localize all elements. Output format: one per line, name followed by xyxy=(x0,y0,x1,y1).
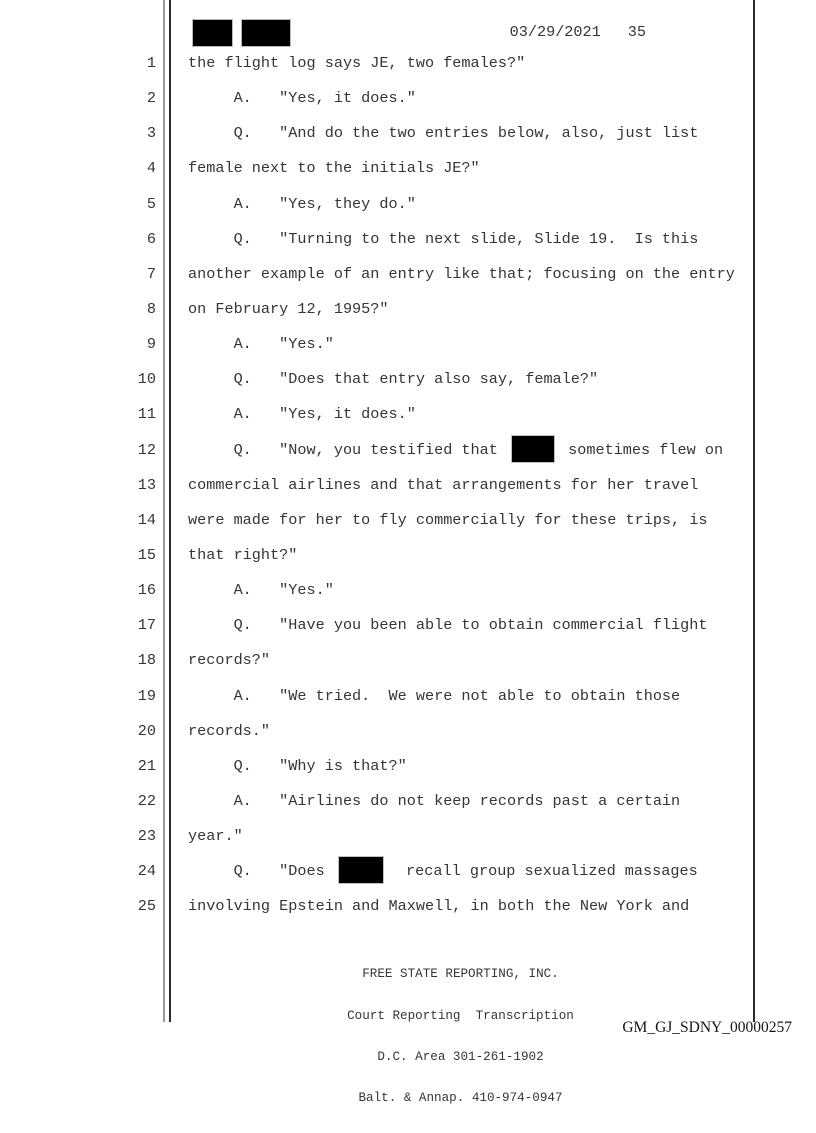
line-number: 14 xyxy=(137,510,156,529)
line-text-segment: A. "Airlines do not keep records past a certain xyxy=(188,791,681,810)
line-number: 1 xyxy=(146,54,156,72)
transcript-line xyxy=(0,151,760,186)
line-text xyxy=(188,187,416,222)
line-text-segment: year." xyxy=(188,827,243,846)
line-text xyxy=(188,749,407,784)
line-number: 25 xyxy=(137,897,156,916)
header-page-number: 35 xyxy=(627,23,646,41)
footer-line: FREE STATE REPORTING, INC. xyxy=(362,967,559,982)
line-text-segment: records?" xyxy=(188,651,271,670)
line-number: 11 xyxy=(137,405,156,424)
line-text-segment: the flight log says JE, two females?" xyxy=(188,54,526,72)
line-number: 3 xyxy=(146,124,156,143)
inline-redaction-box xyxy=(339,857,383,883)
line-number: 10 xyxy=(137,370,156,389)
transcript-line xyxy=(0,503,760,538)
line-text-segment: A. "Yes." xyxy=(188,335,334,354)
line-text xyxy=(188,327,334,362)
line-text-segment: Q. "Have you been able to obtain commercial flight xyxy=(188,616,708,635)
transcript-line xyxy=(0,362,760,397)
transcript-line xyxy=(0,257,760,292)
line-text-segment: A. "Yes, it does." xyxy=(188,89,416,108)
line-text-segment: records." xyxy=(188,721,271,740)
line-number: 23 xyxy=(137,827,156,846)
line-text xyxy=(188,292,389,327)
line-text xyxy=(188,608,708,643)
line-text xyxy=(188,257,735,292)
transcript-line xyxy=(0,643,760,678)
transcript-line xyxy=(0,116,760,151)
transcript-line xyxy=(0,468,760,503)
line-number: 13 xyxy=(137,475,156,494)
line-number: 22 xyxy=(137,791,156,810)
transcript-line xyxy=(0,679,760,714)
line-text-segment: involving Epstein and Maxwell, in both the New York and xyxy=(188,897,690,916)
transcript-line xyxy=(0,433,760,468)
line-text xyxy=(188,151,480,186)
line-text xyxy=(188,397,416,432)
line-number: 4 xyxy=(146,159,156,178)
line-text-segment: were made for her to fly commercially for these trips, is xyxy=(188,510,708,529)
inline-redaction-box xyxy=(512,436,554,462)
footer-line: Balt. & Annap. 410-974-0947 xyxy=(358,1090,563,1105)
line-text-segment: Q. "Turning to the next slide, Slide 19. Is this xyxy=(188,229,699,248)
line-number: 20 xyxy=(137,721,156,740)
transcript-line xyxy=(0,292,760,327)
line-text-segment: Q. "Now, you testified that xyxy=(188,440,507,459)
transcript-line xyxy=(0,854,760,889)
line-text-segment: A. "We tried. We were not able to obtain those xyxy=(188,686,681,705)
bates-number: GM_GJ_SDNY_00000257 xyxy=(622,1019,792,1036)
line-text xyxy=(188,538,297,573)
line-text xyxy=(188,573,334,608)
line-number: 2 xyxy=(146,89,156,108)
line-number: 12 xyxy=(137,440,156,459)
transcript-line xyxy=(0,222,760,257)
line-text-segment: commercial airlines and that arrangements for her travel xyxy=(188,475,699,494)
transcript-line xyxy=(0,573,760,608)
transcript-line xyxy=(0,397,760,432)
line-text xyxy=(188,643,270,678)
line-text xyxy=(188,854,698,889)
transcript-line xyxy=(0,187,760,222)
line-text-segment: A. "Yes." xyxy=(188,581,334,600)
line-text-segment: A. "Yes, they do." xyxy=(188,194,416,213)
line-number: 19 xyxy=(137,686,156,705)
line-number: 6 xyxy=(146,229,156,248)
line-text xyxy=(188,714,270,749)
transcript-line xyxy=(0,714,760,749)
header-redaction-group xyxy=(193,20,290,46)
transcript-line xyxy=(0,538,760,573)
footer-line: Court Reporting Transcription xyxy=(347,1008,574,1023)
line-text-segment: on February 12, 1995?" xyxy=(188,299,389,318)
line-text-segment: another example of an entry like that; focusing on the entry xyxy=(188,264,735,283)
line-text-segment: A. "Yes, it does." xyxy=(188,405,416,424)
line-number: 21 xyxy=(137,756,156,775)
line-text-segment: Q. "And do the two entries below, also, just list xyxy=(188,124,699,143)
line-text xyxy=(188,889,689,924)
header-date: 03/29/2021 xyxy=(509,23,601,41)
transcript-line xyxy=(0,81,760,116)
header-redaction-box xyxy=(242,20,290,46)
line-text-segment: recall group sexualized massages xyxy=(387,862,698,881)
line-text xyxy=(188,784,680,819)
transcript-line xyxy=(0,327,760,362)
line-number: 17 xyxy=(137,616,156,635)
line-text xyxy=(188,81,416,116)
line-text xyxy=(188,222,698,257)
line-text xyxy=(188,468,698,503)
transcript-line xyxy=(0,889,760,924)
line-text xyxy=(188,433,723,468)
line-text xyxy=(188,819,243,854)
transcript-line xyxy=(0,46,760,81)
line-number: 18 xyxy=(137,651,156,670)
line-number: 24 xyxy=(137,862,156,881)
line-number: 5 xyxy=(146,194,156,213)
line-number: 9 xyxy=(146,335,156,354)
line-text-segment: female next to the initials JE?" xyxy=(188,159,480,178)
line-text xyxy=(188,116,698,151)
footer-line: D.C. Area 301-261-1902 xyxy=(377,1049,544,1064)
line-text-segment: Q. "Does that entry also say, female?" xyxy=(188,370,599,389)
line-text-segment: that right?" xyxy=(188,545,298,564)
line-text-segment: sometimes flew on xyxy=(559,440,724,459)
header-meta xyxy=(510,23,646,41)
line-number: 16 xyxy=(137,581,156,600)
header-redaction-box xyxy=(193,20,232,46)
transcript-line xyxy=(0,608,760,643)
transcript-line xyxy=(0,819,760,854)
transcript-line xyxy=(0,784,760,819)
line-text xyxy=(188,46,525,81)
line-number: 7 xyxy=(146,264,156,283)
line-text xyxy=(188,679,680,714)
line-text-segment: Q. "Why is that?" xyxy=(188,756,407,775)
line-number: 8 xyxy=(146,299,156,318)
line-text xyxy=(188,362,598,397)
transcript-body xyxy=(0,46,760,925)
line-text-segment: Q. "Does xyxy=(188,862,334,881)
line-number: 15 xyxy=(137,545,156,564)
transcript-line xyxy=(0,749,760,784)
line-text xyxy=(188,503,708,538)
